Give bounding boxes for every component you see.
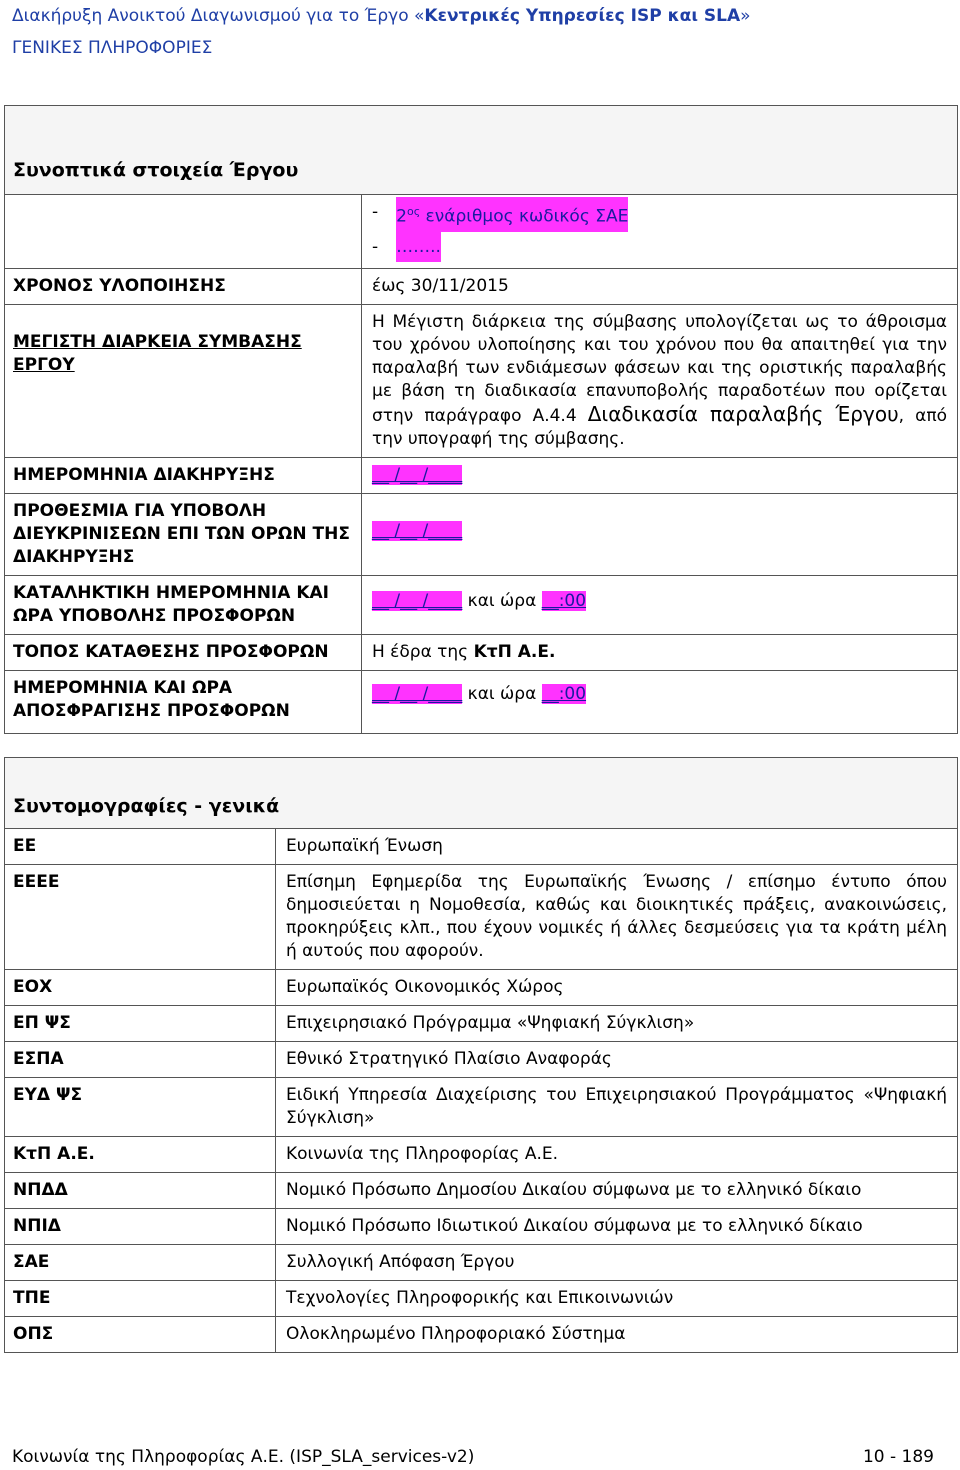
abbreviation-term: ΕΣΠΑ [5,1042,276,1078]
abbreviations-table [4,757,958,1353]
abbreviation-definition: Επίσημη Εφημερίδα της Ευρωπαϊκής Ένωσης / επίσημο έντυπο όπου δημοσιεύεται η Νομοθεσία, καθώς και διοικητικές πράξεις, ανακοινώσεις, προκηρύξεις κλπ., που έχουν νομικές ή άλλες δεσμεύσεις για τα κράτη μέλη ή αυτούς που αφορούν. [276,865,958,970]
abbreviation-row [5,1137,958,1173]
abbreviation-row [5,865,958,970]
abbreviation-definition: Νομικό Πρόσωπο Ιδιωτικού Δικαίου σύμφωνα με το ελληνικό δίκαιο [276,1209,958,1245]
clarification-value: __ /__ /____ [362,493,958,575]
abbreviation-row [5,1317,958,1353]
document-header [12,6,751,26]
abbreviation-definition: Ολοκληρωμένο Πληροφοριακό Σύστημα [276,1317,958,1353]
max-duration-label: ΜΕΓΙΣΤΗ ΔΙΑΡΚΕΙΑ ΣΥΜΒΑΣΗΣ ΕΡΓΟΥ [5,304,362,457]
abbreviation-term: ΝΠΔΔ [5,1173,276,1209]
opening-label: ΗΜΕΡΟΜΗΝΙΑ ΚΑΙ ΩΡΑ ΑΠΟΣΦΡΑΓΙΣΗΣ ΠΡΟΣΦΟΡΩΝ [5,670,362,733]
max-duration-value: Η Μέγιστη διάρκεια της σύμβασης υπολογίζεται ως το άθροισμα του χρόνου υλοποίησης και του χρόνου που θα απαιτηθεί για την παραλαβή των ενδιάμεσων φάσεων και της οριστικής παραλαβής με βάση τη διαδικασία επανυποβολής παραδοτέων που ορίζεται στην παράγραφο Α.4.4 Διαδικασία παραλαβής Έργου, από την υπογραφή της σύμβασης. [362,304,958,457]
duration-label: ΧΡΟΝΟΣ ΥΛΟΠΟΙΗΣΗΣ [5,268,362,304]
abbreviation-row [5,1078,958,1137]
duration-value: έως 30/11/2015 [362,268,958,304]
abbreviation-row [5,1042,958,1078]
abbreviation-term: ΕΥΔ ΨΣ [5,1078,276,1137]
header-prefix: Διακήρυξη Ανοικτού Διαγωνισμού για το Έργο « [12,6,425,26]
abbreviation-row [5,829,958,865]
abbreviation-row [5,1281,958,1317]
place-label: ΤΟΠΟΣ ΚΑΤΑΘΕΣΗΣ ΠΡΟΣΦΟΡΩΝ [5,634,362,670]
announce-date-label: ΗΜΕΡΟΜΗΝΙΑ ΔΙΑΚΗΡΥΞΗΣ [5,457,362,493]
project-codes [362,195,958,269]
section-header: ΓΕΝΙΚΕΣ ΠΛΗΡΟΦΟΡΙΕΣ [12,38,213,58]
abbreviation-term: ΤΠΕ [5,1281,276,1317]
abbreviation-definition: Επιχειρησιακό Πρόγραμμα «Ψηφιακή Σύγκλιση» [276,1006,958,1042]
abbreviation-definition: Εθνικό Στρατηγικό Πλαίσιο Αναφοράς [276,1042,958,1078]
abbreviation-row [5,1209,958,1245]
abbreviation-definition: Κοινωνία της Πληροφορίας Α.Ε. [276,1137,958,1173]
header-suffix: » [740,6,751,26]
announce-date-value: __ /__ /____ [362,457,958,493]
abbreviation-definition: Τεχνολογίες Πληροφορικής και Επικοινωνιών [276,1281,958,1317]
abbreviation-row [5,1245,958,1281]
page-number: 10 - 189 [862,1447,934,1467]
summary-table [4,105,958,734]
code-item-2: …….. [396,232,441,262]
code-dash: - [372,202,379,222]
abbreviations-title: Συντομογραφίες - γενικά [5,758,958,829]
abbreviation-definition: Συλλογική Απόφαση Έργου [276,1245,958,1281]
deadline-label: ΚΑΤΑΛΗΚΤΙΚΗ ΗΜΕΡΟΜΗΝΙΑ ΚΑΙ ΩΡΑ ΥΠΟΒΟΛΗΣ ΠΡΟΣΦΟΡΩΝ [5,575,362,634]
abbreviation-row [5,1173,958,1209]
header-project: Κεντρικές Υπηρεσίες ISP και SLA [424,6,741,26]
empty-cell [5,195,362,269]
abbreviation-definition: Ειδική Υπηρεσία Διαχείρισης του Επιχειρησιακού Προγράμματος «Ψηφιακή Σύγκλιση» [276,1078,958,1137]
abbreviation-term: ΚτΠ Α.Ε. [5,1137,276,1173]
place-value: Η έδρα της ΚτΠ Α.Ε. [362,634,958,670]
abbreviation-term: ΝΠΙΔ [5,1209,276,1245]
code-dash: - [372,236,379,257]
abbreviation-term: ΟΠΣ [5,1317,276,1353]
opening-value: __ /__ /____ και ώρα __:00 [362,670,958,733]
clarification-label: ΠΡΟΘΕΣΜΙΑ ΓΙΑ ΥΠΟΒΟΛΗ ΔΙΕΥΚΡΙΝΙΣΕΩΝ ΕΠΙ ΤΩΝ ΟΡΩΝ ΤΗΣ ΔΙΑΚΗΡΥΞΗΣ [5,493,362,575]
abbreviation-term: ΣΑΕ [5,1245,276,1281]
abbreviation-definition: Νομικό Πρόσωπο Δημοσίου Δικαίου σύμφωνα με το ελληνικό δίκαιο [276,1173,958,1209]
summary-title: Συνοπτικά στοιχεία Έργου [5,106,958,195]
abbreviation-term: ΕΠ ΨΣ [5,1006,276,1042]
abbreviation-term: ΕΟΧ [5,970,276,1006]
abbreviation-definition: Ευρωπαϊκή Ένωση [276,829,958,865]
deadline-value: __ /__ /____ και ώρα __:00 [362,575,958,634]
abbreviation-row [5,970,958,1006]
code-item-1: $2^{o\varsigma}$ ενάριθμος κωδικός ΣΑΕ [396,197,628,232]
abbreviation-term: ΕΕΕΕ [5,865,276,970]
footer-text: Κοινωνία της Πληροφορίας Α.Ε. (ISP_SLA_services-v2) [12,1447,475,1467]
abbreviation-term: ΕΕ [5,829,276,865]
abbreviation-definition: Ευρωπαϊκός Οικονομικός Χώρος [276,970,958,1006]
abbreviation-row [5,1006,958,1042]
